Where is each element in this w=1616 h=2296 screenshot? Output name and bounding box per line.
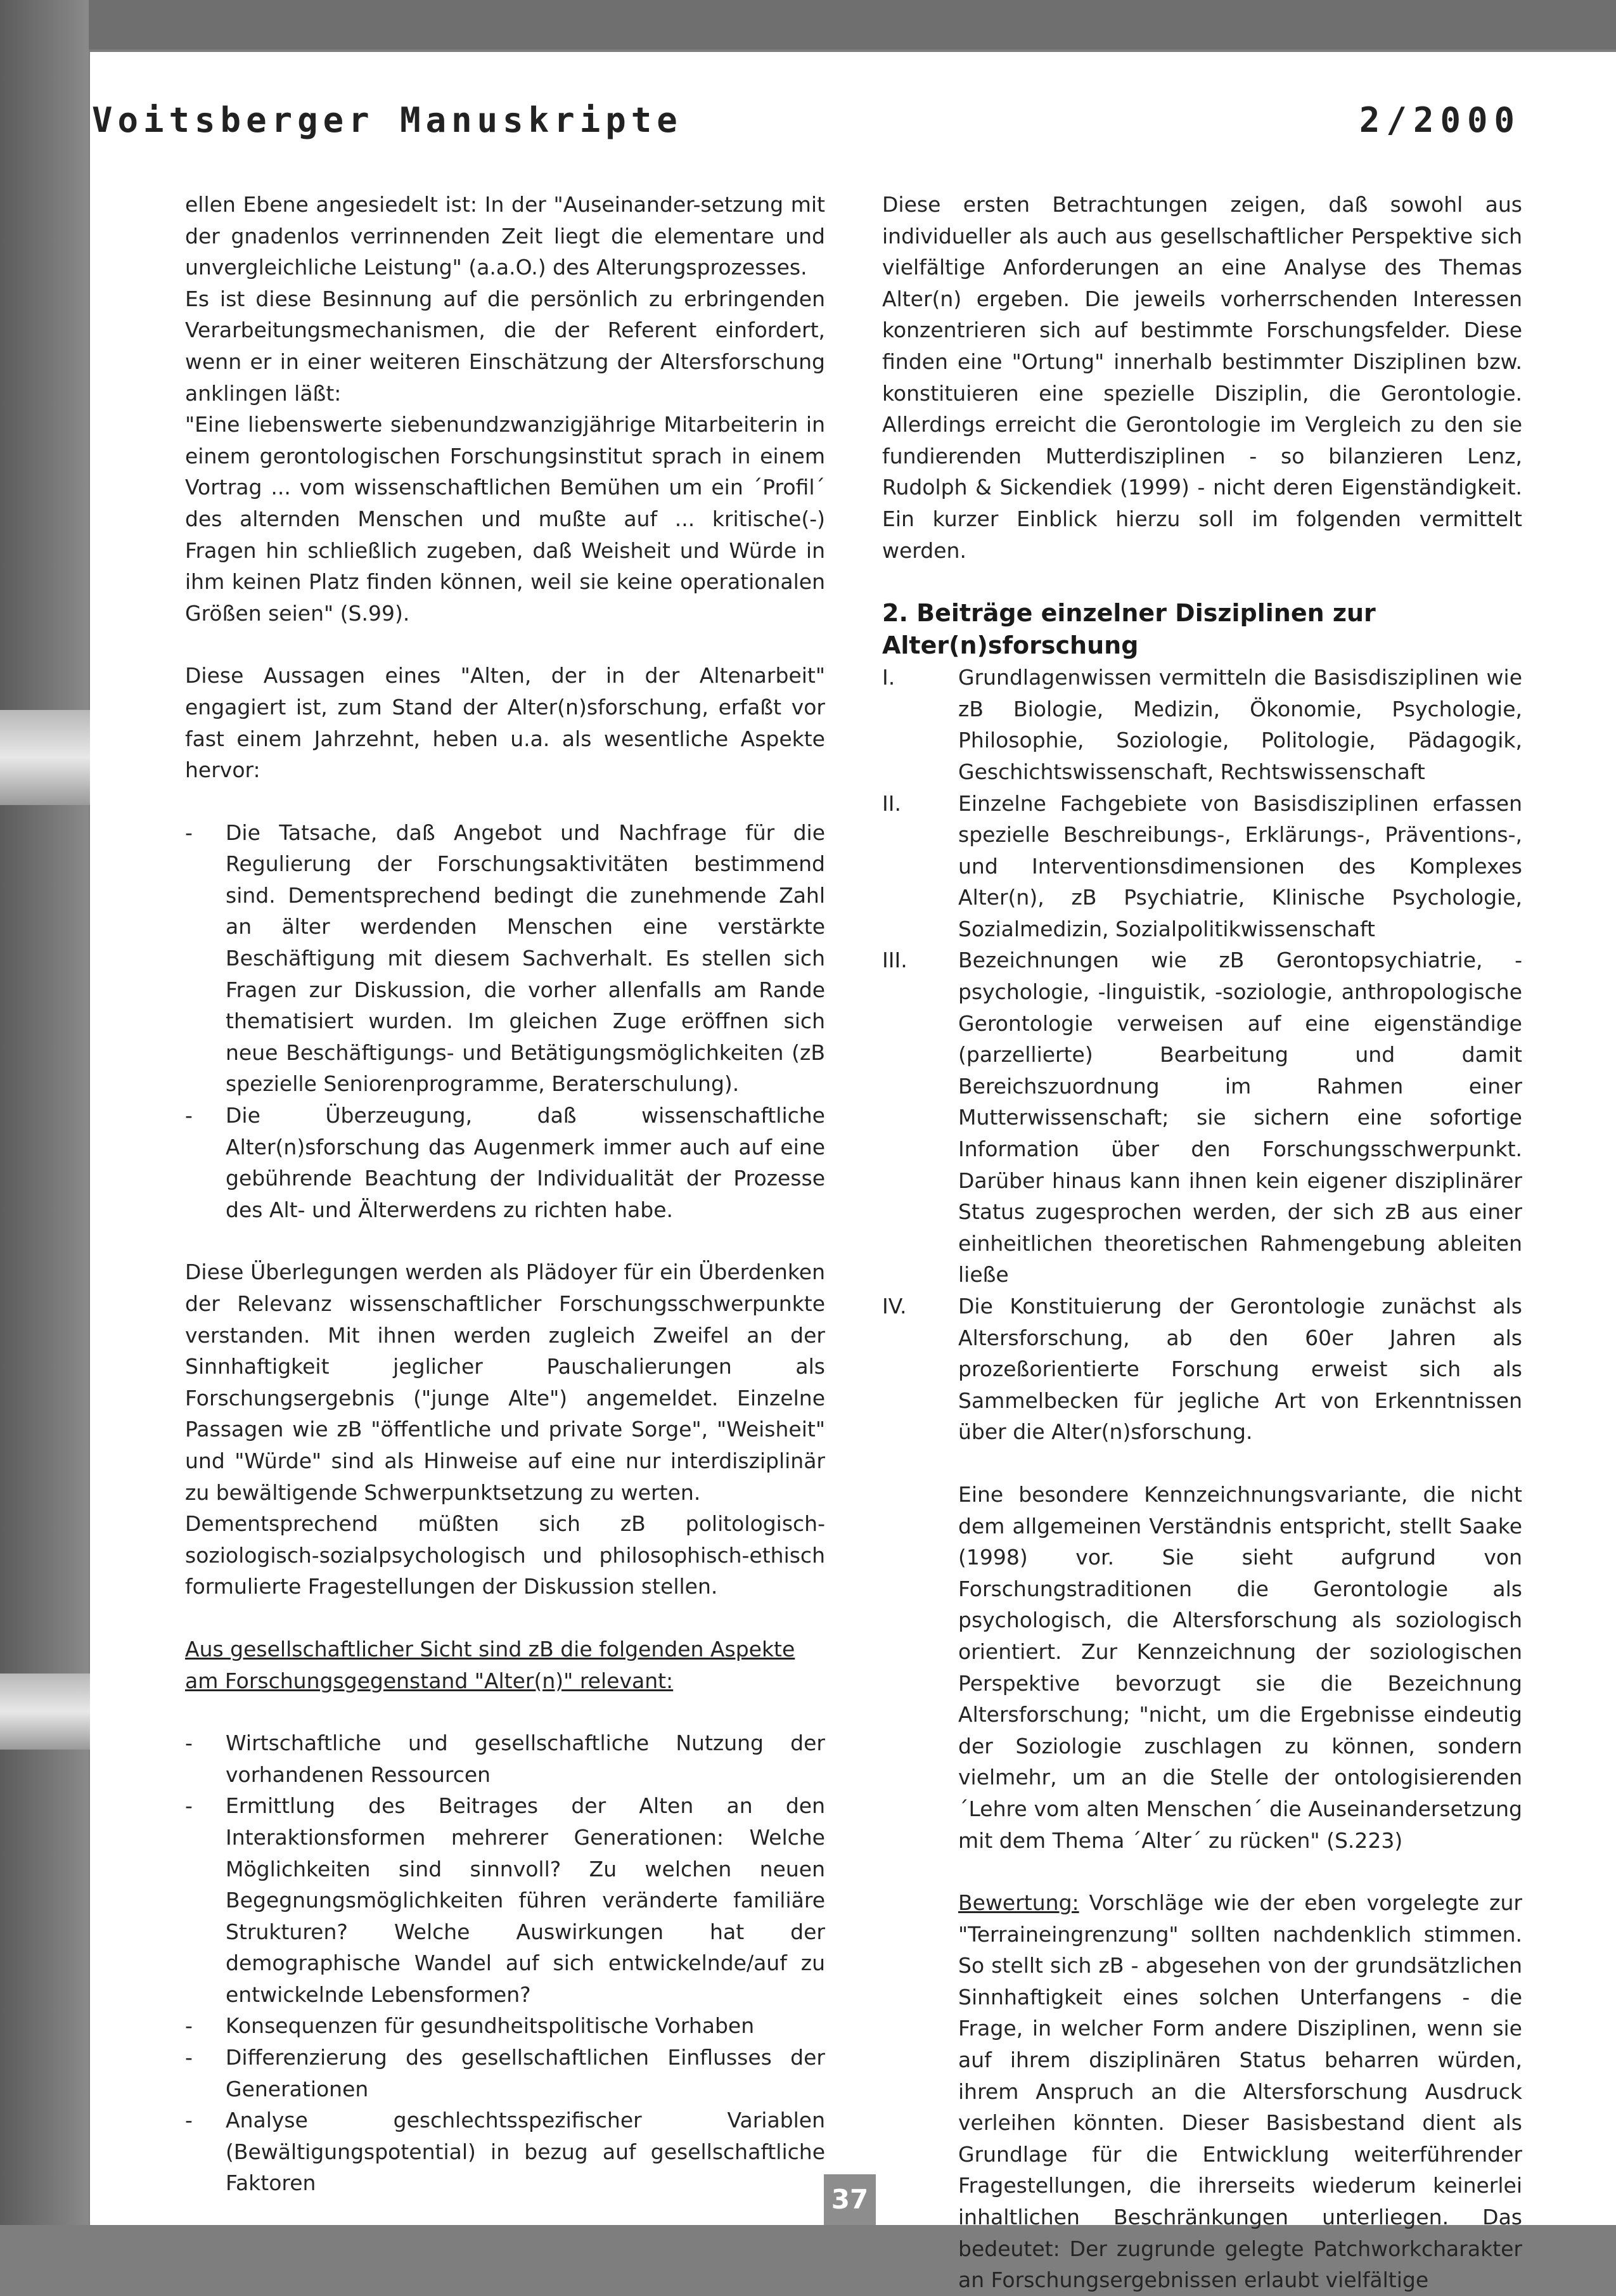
- list-item-text: Differenzierung des gesellschaftlichen Einflusses der Generationen: [226, 2045, 825, 2101]
- list-item-text: Wirtschaftliche und gesellschaftliche Nutzung der vorhandenen Ressourcen: [226, 1731, 825, 1787]
- scan-background-left: [0, 0, 89, 2225]
- binder-clip-upper: [0, 710, 95, 805]
- evaluation-label: Bewertung:: [958, 1890, 1079, 1916]
- paragraph: Eine besondere Kennzeichnungsvariante, die nicht dem allgemeinen Verständnis entspricht, stellt Saake (1998) vor. Sie sieht aufgrund von Forschungstraditionen die Gerontologie als psychologisch, die Altersforschung als soziologisch orientiert. Zur Kennzeichnung der soziologischen Perspektive bevorzugt sie die Bezeichnung Altersforschung; "nicht, um die Ergebnisse eindeutig der Soziologie zuschlagen zu können, sondern vielmehr, um an die Stelle der ontologisierenden ´Lehre vom alten Menschen´ die Auseinandersetzung mit dem Thema ´Alter´ zu rücken" (S.223): [958, 1481, 1522, 1853]
- list-dash: -: [185, 1731, 193, 1756]
- evaluation-text: Vorschläge wie der eben vorgelegte zur "Terraineingrenzung" sollten nachdenklich stimmen. So stellt sich zB - abgesehen von der grundsätzlichen Sinnhaftigkeit eines solchen Unterfangens - die Frage, in welcher Form andere Disziplinen, wenn sie auf ihrem disziplinären Status beharren würden, ihrem Anspruch an die Altersforschung Ausdruck verleihen könnten. Dieser Basisbestand dient als Grundlage für die Entwicklung weiterführender Fragestellungen, die ihrerseits wiederum keinerlei inhaltlichen Beschränkungen unterliegen. Das bedeutet: Der zugrunde gelegte Patchworkcharakter an Forschungsergebnissen erlaubt vielfältige: [958, 1890, 1522, 2293]
- list-item-text: Die Überzeugung, daß wissenschaftliche Alter(n)sforschung das Augenmerk immer auch auf eine gebührende Beachtung der Individualität der Prozesse des Alt- und Älterwerdens zu richten habe.: [226, 1103, 825, 1222]
- list-item: [185, 2105, 825, 2199]
- running-header: [92, 49, 1521, 151]
- underlined-subheading: Aus gesellschaftlicher Sicht sind zB die folgenden Aspekte am Forschungsgegenstand "Alter(n)" relevant:: [185, 1636, 795, 1693]
- binder-clip-lower: [0, 1674, 95, 1750]
- list-dash: -: [185, 1793, 193, 1819]
- disciplines-list: [882, 662, 1522, 1448]
- evaluation-paragraph: [882, 1887, 1522, 2296]
- list-item: [185, 1100, 825, 1225]
- list-item-text: Bezeichnungen wie zB Gerontopsychiatrie, -psychologie, -linguistik, -soziologie, anthropologische Gerontologie verweisen auf eine eigenständige (parzellierte) Bearbeitung und damit Bereichszuordnung im Rahmen einer Mutterwissenschaft; sie sichern eine sofortige Information über den Forschungsschwerpunkt. Darüber hinaus kann ihnen kein eigener disziplinärer Status zugesprochen werden, der sich zB aus einer einheitlichen theoretischen Rahmengebung ableiten ließe: [958, 948, 1522, 1287]
- list-item: [882, 788, 1522, 945]
- list-dash: -: [185, 2108, 193, 2133]
- list-item-text: Konsequenzen für gesundheitspolitische Vorhaben: [226, 2013, 755, 2039]
- list-dash: -: [185, 2013, 193, 2039]
- paragraph: ellen Ebene angesiedelt ist: In der "Auseinander-setzung mit der gnadenlos verrinnenden Zeit liegt die elementare und unvergleichliche Leistung" (a.a.O.) des Alterungsprozesses.: [185, 192, 825, 280]
- list-item-text: Grundlagenwissen vermitteln die Basisdisziplinen wie zB Biologie, Medizin, Ökonomie, Psychologie, Philosophie, Soziologie, Politologie, Pädagogik, Geschichtswissenschaft, Rechtswissenschaft: [958, 665, 1522, 784]
- list-item-text: Einzelne Fachgebiete von Basisdisziplinen erfassen spezielle Beschreibungs-, Erklärungs-, Präventions-, und Interventionsdimensionen des Komplexes Alter(n), zB Psychiatrie, Klinische Psychologie, Sozialmedizin, Sozialpolitikwissenschaft: [958, 790, 1522, 941]
- list-dash: -: [185, 2045, 193, 2070]
- list-item: [882, 945, 1522, 1291]
- list-item: [882, 1291, 1522, 1448]
- list-item: [185, 1790, 825, 2010]
- section-heading: 2. Beiträge einzelner Disziplinen zur Alter(n)sforschung: [882, 599, 1376, 660]
- paragraph: Es ist diese Besinnung auf die persönlich zu erbringenden Verarbeitungsmechanismen, die der Referent einfordert, wenn er in einer weiteren Einschätzung der Altersforschung anklingen läßt:: [185, 286, 825, 406]
- scan-background-top: [0, 0, 1616, 49]
- left-column: [185, 189, 825, 2199]
- quote-paragraph: "Eine liebenswerte siebenundzwanzigjährige Mitarbeiterin in einem gerontologischen Forschungsinstitut sprach in einem Vortrag ... vom wissenschaftlichen Bemühen um ein ´Profil´ des alternden Menschen und mußte auf ... kritische(-) Fragen hin schließlich zugeben, daß Weisheit und Würde in ihm keinen Platz finden können, weil sie keine operationalen Größen seien" (S.99).: [185, 412, 825, 626]
- list-dash: -: [185, 820, 193, 845]
- roman-numeral: II.: [882, 790, 901, 816]
- aspect-list: [185, 817, 825, 1226]
- roman-numeral: I.: [882, 665, 895, 690]
- list-item: [185, 817, 825, 1100]
- list-item: [882, 662, 1522, 787]
- list-item: [185, 2042, 825, 2105]
- list-dash: -: [185, 1103, 193, 1128]
- list-item-text: Die Konstituierung der Gerontologie zunächst als Altersforschung, ab den 60er Jahren als prozeßorientierte Forschung erweist sich als Sammelbecken für jegliche Art von Erkenntnissen über die Alter(n)sforschung.: [958, 1294, 1522, 1445]
- list-item-text: Ermittlung des Beitrages der Alten an den Interaktionsformen mehrerer Generationen: Welche Möglichkeiten sind sinnvoll? Zu welchen neuen Begegnungsmöglichkeiten führen veränderte familiäre Strukturen? Welche Auswirkungen hat der demographische Wandel auf sich entwickelnde/auf zu entwickelnde Lebensformen?: [226, 1793, 825, 2007]
- paragraph: Diese Überlegungen werden als Plädoyer für ein Überdenken der Relevanz wissenschaftlicher Forschungsschwerpunkte verstanden. Mit ihnen werden zugleich Zweifel an der Sinnhaftigkeit jeglicher Pauschalierungen als Forschungsergebnis ("junge Alte") angemeldet. Einzelne Passagen wie zB "öffentliche und private Sorge", "Weisheit" und "Würde" sind als Hinweise auf eine nur interdisziplinär zu bewältigende Schwerpunktsetzung zu werten.: [185, 1260, 825, 1505]
- issue-number: 2/2000: [1359, 100, 1521, 140]
- list-item-text: Die Tatsache, daß Angebot und Nachfrage für die Regulierung der Forschungsaktivitäten bestimmend sind. Dementsprechend bedingt die zunehmende Zahl an älter werdenden Menschen eine verstärkte Beschäftigung mit diesem Sachverhalt. Es stellen sich Fragen zur Diskussion, die vorher allenfalls am Rande thematisiert wurden. Im gleichen Zuge eröffnen sich neue Beschäftigungs- und Betätigungsmöglichkeiten (zB spezielle Seniorenprogramme, Beraterschulung).: [226, 820, 825, 1097]
- page-number: 37: [824, 2174, 876, 2225]
- list-item: [185, 2010, 825, 2042]
- right-column: [882, 189, 1522, 2296]
- societal-aspects-list: [185, 1727, 825, 2199]
- journal-title: Voitsberger Manuskripte: [92, 100, 683, 140]
- paragraph: Diese ersten Betrachtungen zeigen, daß sowohl aus individueller als auch aus gesellschaftlicher Perspektive sich vielfältige Anforderungen an eine Analyse des Themas Alter(n) ergeben. Die jeweils vorherrschenden Interessen konzentrieren sich auf bestimmte Forschungsfelder. Diese finden eine "Ortung" innerhalb bestimmter Disziplinen bzw. konstituieren eine spezielle Disziplin, die Gerontologie. Allerdings erreicht die Gerontologie im Vergleich zu den sie fundierenden Mutterdisziplinen - so bilanzieren Lenz, Rudolph & Sickendiek (1999) - nicht deren Eigenständigkeit. Ein kurzer Einblick hierzu soll im folgenden vermittelt werden.: [882, 192, 1522, 563]
- paragraph: Dementsprechend müßten sich zB politologisch-soziologisch-sozialpsychologisch und philosophisch-ethisch formulierte Fragestellungen der Diskussion stellen.: [185, 1511, 825, 1599]
- list-item-text: Analyse geschlechtsspezifischer Variablen (Bewältigungspotential) in bezug auf gesellschaftliche Faktoren: [226, 2108, 825, 2196]
- roman-numeral: IV.: [882, 1294, 907, 1319]
- paragraph: Diese Aussagen eines "Alten, der in der Altenarbeit" engagiert ist, zum Stand der Alter(n)sforschung, erfaßt vor fast einem Jahrzehnt, heben u.a. als wesentliche Aspekte hervor:: [185, 663, 825, 783]
- list-item: [185, 1727, 825, 1790]
- roman-numeral: III.: [882, 948, 907, 973]
